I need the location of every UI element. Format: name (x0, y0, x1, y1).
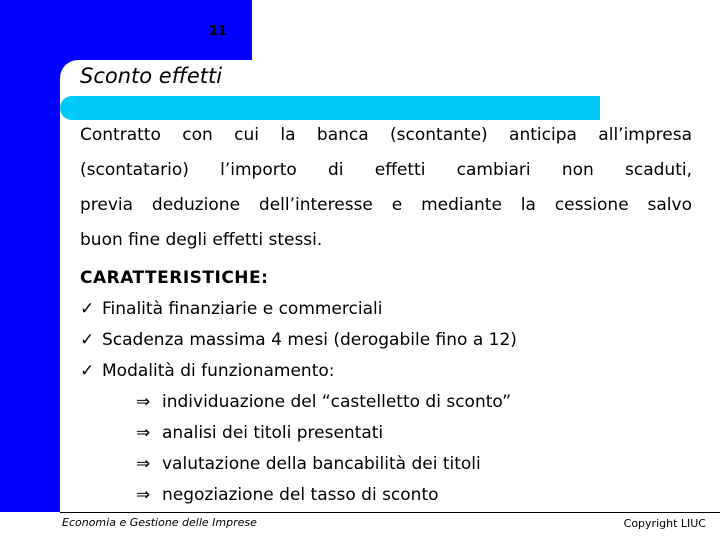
sub-item-label: negoziazione del tasso di sconto (162, 485, 439, 505)
sub-item-label: analisi dei titoli presentati (162, 423, 384, 443)
definition-paragraph (80, 118, 692, 258)
list-item (80, 325, 700, 356)
definition-line: previa deduzione dell’interesse e mediante la cessione salvo (80, 195, 692, 215)
characteristics-heading: CARATTERISTICHE: (80, 268, 269, 288)
title-accent-bar (60, 96, 600, 120)
list-item (80, 356, 700, 387)
sub-item (80, 387, 700, 418)
characteristics-list (80, 263, 700, 511)
implies-arrow-icon: ⇒ (136, 485, 151, 505)
footer-course-name: Economia e Gestione delle Imprese (62, 516, 257, 529)
check-icon: ✓ (80, 299, 95, 319)
check-icon: ✓ (80, 361, 95, 381)
footer-copyright: Copyright LIUC (623, 517, 706, 530)
sub-item (80, 418, 700, 449)
implies-arrow-icon: ⇒ (136, 454, 151, 474)
sub-item-label: individuazione del “castelletto di sconto” (162, 392, 511, 412)
sub-item (80, 449, 700, 480)
list-item-label: Modalità di funzionamento: (102, 361, 335, 381)
footer-divider (60, 512, 720, 513)
sub-item-label: valutazione della bancabilità dei titoli (162, 454, 481, 474)
list-item-label: Finalità finanziarie e commerciali (102, 299, 383, 319)
sidebar-left (0, 96, 60, 512)
implies-arrow-icon: ⇒ (136, 392, 151, 412)
list-item-label: Scadenza massima 4 mesi (derogabile fino a 12) (102, 330, 517, 350)
list-item (80, 294, 700, 325)
definition-line: buon fine degli effetti stessi. (80, 230, 323, 250)
definition-line: (scontatario) l’importo di effetti cambiari non scaduti, (80, 160, 692, 180)
slide-number: 11 (208, 24, 228, 39)
sub-item (80, 480, 700, 511)
implies-arrow-icon: ⇒ (136, 423, 151, 443)
slide-title: Sconto effetti (80, 64, 223, 88)
definition-line: Contratto con cui la banca (scontante) anticipa all’impresa (80, 125, 692, 145)
check-icon: ✓ (80, 330, 95, 350)
